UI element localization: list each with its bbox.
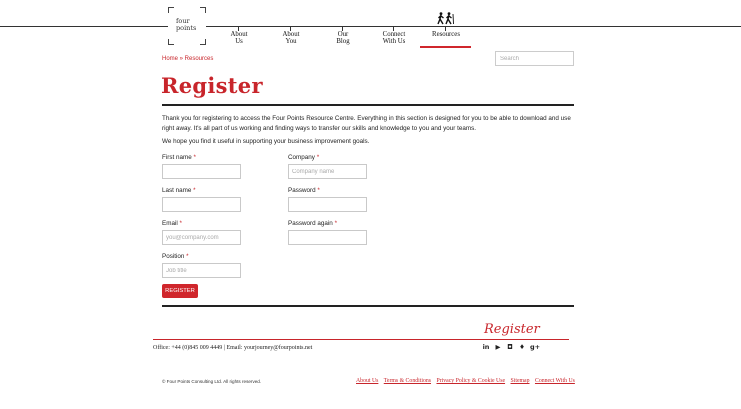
footer-rule [153, 339, 569, 340]
nav-active-indicator [420, 46, 471, 48]
password-input[interactable] [288, 197, 367, 212]
nav-about-you[interactable]: About You [282, 31, 300, 45]
copyright: © Four Points Consulting Ltd. All rights reserved. [162, 379, 262, 384]
footer-link-sitemap[interactable]: Sitemap [510, 378, 530, 384]
logo-corner [200, 7, 206, 13]
search-input[interactable] [495, 51, 574, 66]
blog-icon[interactable]: ◘ [507, 343, 513, 351]
footer-link-privacy[interactable]: Privacy Policy & Cookie Use [436, 378, 506, 384]
linkedin-icon[interactable]: in [482, 343, 490, 351]
footer-link-terms[interactable]: Terms & Conditions [383, 378, 432, 384]
company-label: Company * [288, 154, 320, 161]
header-rule [0, 26, 741, 27]
form-divider [162, 305, 574, 307]
nav-resources[interactable]: Resources [432, 31, 460, 38]
footer-title: Register [484, 322, 540, 337]
contact-info: Office: +44 (0)845 009 4449 | Email: yourjourney@fourpoints.net [153, 345, 313, 351]
password-again-label: Password again * [288, 220, 338, 227]
position-input[interactable] [162, 263, 241, 278]
googleplus-icon[interactable]: g+ [530, 343, 541, 351]
email-label: Email * [162, 220, 182, 227]
intro-text: Thank you for registering to access the Four Points Resource Centre. Everything in this section is designed for you to be able to download and use right away. It's all part of us working and finding ways to transfer our skills and knowledge to you and your teams. [162, 115, 571, 132]
title-divider [162, 104, 574, 106]
hikers-icon [437, 12, 455, 25]
youtube-icon[interactable]: ▶ [495, 343, 501, 351]
company-input[interactable] [288, 164, 367, 179]
nav-connect-with-us[interactable]: Connect With Us [382, 31, 406, 45]
logo[interactable] [168, 7, 206, 45]
first-name-label: First name * [162, 154, 196, 161]
last-name-label: Last name * [162, 187, 196, 194]
footer-links [356, 378, 579, 384]
password-again-input[interactable] [288, 230, 367, 245]
nav-our-blog[interactable]: Our Blog [336, 31, 350, 45]
twitter-icon[interactable]: ♦ [519, 343, 525, 351]
intro-text-2: We hope you find it useful in supporting your business improvement goals. [162, 138, 370, 145]
password-label: Password * [288, 187, 320, 194]
logo-text: four points [176, 17, 197, 32]
breadcrumb[interactable]: Home » Resources [162, 56, 214, 62]
page-title: Register [161, 73, 263, 98]
email-input[interactable] [162, 230, 241, 245]
register-button[interactable]: REGISTER [162, 284, 198, 298]
logo-corner [200, 39, 206, 45]
logo-corner [168, 7, 174, 13]
logo-corner [168, 39, 174, 45]
footer-link-about-us[interactable]: About Us [356, 378, 379, 384]
first-name-input[interactable] [162, 164, 241, 179]
position-label: Position * [162, 253, 189, 260]
nav-about-us[interactable]: About Us [230, 31, 248, 45]
footer-link-connect[interactable]: Connect With Us [534, 378, 575, 384]
last-name-input[interactable] [162, 197, 241, 212]
